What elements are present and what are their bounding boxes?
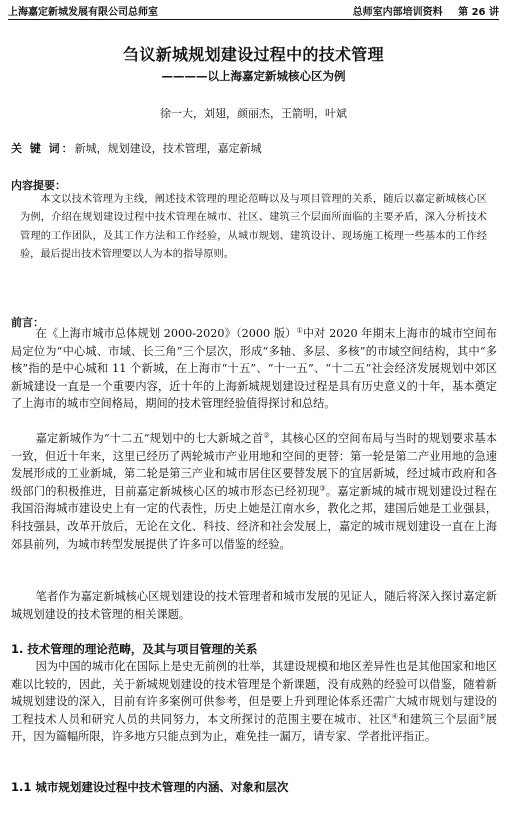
section-1-heading: 1. 技术管理的理论范畴，及其与项目管理的关系 [11, 642, 258, 656]
article-title: 刍议新城规划建设过程中的技术管理 [123, 45, 384, 64]
section-1-1-heading: 1.1 城市规划建设过程中技术管理的内涵、对象和层次 [11, 780, 289, 794]
running-header [8, 3, 499, 18]
section-1-part-c: 展开，因为篇幅所限，许多地方只能点到为止，难免挂一漏万，请专家、学者批评指正。 [11, 712, 497, 744]
abstract-text: 本文以技术管理为主线，阐述技术管理的理论范畴以及与项目管理的关系，随后以嘉定新城核心区为例，介绍在规划建设过程中技术管理在城市、社区、建筑三个层面所面临的主要矛盾，深入分析技术管理的工作团队，及其工作方法和工作经验，从城市规划、建筑设计、现场施工梳理一些基本的工作经验，最后提出技术管理要以人为本的指导原则。 [20, 194, 487, 260]
keywords-text: 新城，规划建设，技术管理，嘉定新城 [74, 142, 262, 155]
preface-p2-part-c: 。嘉定新城的城市规划建设过程在我国沿海城市建设史上有一定的代表性，历史上她是江南水乡，教化之邦，建国后她是工业强县，科技强县，改革开放后，无论在文化、科技、经济和社会发展上，嘉定的城市规划建设一直在上海郊县前列，为城市转型发展提供了许多可以借鉴的经验。 [11, 484, 497, 551]
footnote-ref-4: ④ [391, 712, 399, 721]
author-list: 徐一大，刘翅，颜丽杰，王箭明，叶斌 [160, 107, 347, 120]
header-lecture-number: 第 26 讲 [458, 7, 499, 18]
footnote-ref-2: ② [263, 431, 270, 440]
preface-p2-part-b: ，其核心区的空间布局与当时的规划要求基本一致，但近十年来，这里已经历了两轮城市产业用地和空间的更替：第一轮是第二产业用地的急速发展形成的工业新城，第二轮是第三产业和城市居住区要替发展下的宜居新城，经过城市政府和各级部门的积极推进，目前嘉定新城核心区的城市形态已经初现 [11, 432, 497, 498]
abstract-label: 内容提要： [11, 179, 66, 192]
preface-paragraph-2 [11, 430, 497, 553]
header-organization: 上海嘉定新城发展有限公司总师室 [8, 7, 158, 18]
section-1-part-a: 因为中国的城市化在国际上是史无前例的壮举，其建设规模和地区差异性也是其他国家和地区难以比较的，因此，关于新城规划建设的技术管理是个新课题，没有成熟的经验可以借鉴，随着新城规划建设的深入，目前有许多案例可供参考，但是要上升到理论体系还需广大城市规划与建设的工程技术人员和研究人员的共同努力，本文所探讨的范围主要在城市、社区 [11, 660, 497, 726]
preface-p1-part-a: 在《上海市城市总体规划 2000-2020》（2000 版） [35, 327, 297, 340]
header-series-label: 总师室内部培训资料 [352, 7, 443, 18]
article-subtitle: ————以上海嘉定新城核心区为例 [161, 69, 346, 83]
footnote-ref-5: ⑤ [479, 712, 486, 721]
keywords-label: 关 键 词： [11, 142, 75, 155]
preface-p1-part-b: 中对 2020 年期末上海市的城市空间布局定位为“中心城、市域、长三角”三个层次，形成“多轴、多层、多核”的市域空间结构，其中“多核”指的是中心城和 11 个新城，在上海市“十五”、“十一五”、“十二五”社会经济发展规划中郊区新城建设一直是一个重要内容，近十年的上海新城规划建设过程是具有历史意义的十年，基本奠定了上海市的城市空间格局，期间的技术管理经验值得探讨和总结。 [11, 327, 497, 411]
section-1-part-b: 和建筑三个层面 [398, 712, 480, 726]
preface-label: 前言： [11, 316, 44, 329]
section-1-paragraph [11, 658, 497, 746]
preface-p2-part-a: 嘉定新城作为“十二五”规划中的七大新城之首 [35, 432, 264, 445]
footnote-ref-3: ③ [319, 484, 326, 493]
keywords-line [11, 140, 497, 156]
header-divider [8, 19, 499, 20]
footnote-ref-1: ① [296, 326, 303, 335]
header-right [353, 3, 499, 18]
preface-paragraph-3: 笔者作为嘉定新城核心区规划建设的技术管理者和城市发展的见证人，随后将深入探讨嘉定新城规划建设的技术管理的相关课题。 [11, 590, 497, 621]
preface-paragraph-1 [11, 325, 497, 413]
